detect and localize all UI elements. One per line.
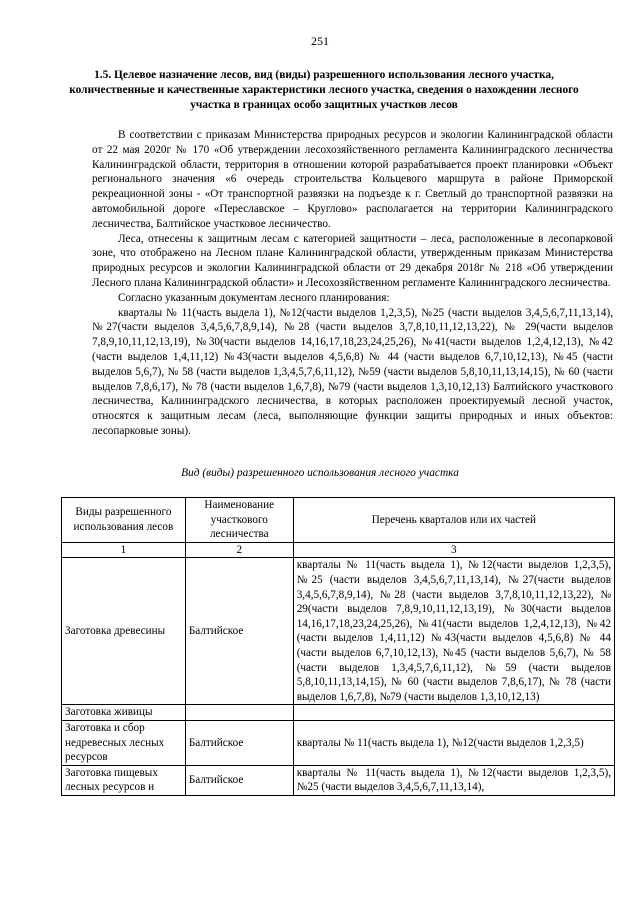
cell-quarters: кварталы № 11(часть выдела 1), №12(части выделов 1,2,3,5) xyxy=(293,720,614,765)
cell-quarters xyxy=(293,705,614,721)
permitted-use-table xyxy=(61,497,615,796)
section-heading: 1.5. Целевое назначение лесов, вид (виды) разрешенного использования лесного участка, количественные и качественные характеристики лесного участка, сведения о нахождении лесного участка в границах особо защитных участков лесов xyxy=(69,69,579,111)
cell-forestry xyxy=(185,705,293,721)
column-number: 1 xyxy=(62,542,186,558)
table-header-row xyxy=(62,498,615,543)
cell-quarters: кварталы № 11(часть выдела 1), №12(части выделов 1,2,3,5), №25 (части выделов 3,4,5,6,7,11,13,14), №27(части выделов 3,4,5,6,7,8,9,14), №28 (части выделов 3,7,8,10,11,12,13,22), № 29(части выделов 7,8,9,10,11,12,13,19), №30(части выделов 14,16,17,18,23,24,25,26), №41(части выделов 1,2,4,12,13), №42 (части выделов 1,4,11,12) №43(части выделов 4,5,6,8) № 44 (части выделов 6,7,10,12,13), №45 (части выделов 5,6,7), № 58 (части выделов 1,3,4,5,7,6,11,12), №59 (части выделов 5,8,10,11,13,14,15), № 60 (части выделов 7,8,6,17), № 78 (части выделов 1,6,7,8), №79 (части выделов 1,3,10,12,13) xyxy=(293,558,614,705)
table-row xyxy=(62,720,615,765)
column-number: 2 xyxy=(185,542,293,558)
cell-use: Заготовка и сбор недревесных лесных ресурсов xyxy=(62,720,186,765)
table-caption: Вид (виды) разрешенного использования лесного участка xyxy=(181,467,459,479)
paragraph: В соответствии с приказам Министерства природных ресурсов и экологии Калининградской области от 22 мая 2020г № 170 «Об утверждении лесохозяйственного регламента Калининградского лесничества Калининградской области, территория в отношении которой разрабатывается проект планировки «Объект регионального значения «6 очередь строительства Кольцевого маршрута в районе Приморской рекреационной зоны - «От транспортной развязки на подъезде к г. Светлый до транспортной развязки на автомобильной дороге «Переславское – Круглово» располагается на территории Калининградского лесничества, Балтийское участковое лесничество. xyxy=(92,129,613,230)
header-quarters: Перечень кварталов или их частей xyxy=(293,498,614,543)
body-text xyxy=(92,128,613,439)
column-number: 3 xyxy=(293,542,614,558)
cell-quarters: кварталы № 11(часть выдела 1), №12(части выделов 1,2,3,5), №25 (части выделов 3,4,5,6,7,11,13,14), xyxy=(293,765,614,795)
header-use-type: Виды разрешенного использования лесов xyxy=(62,498,186,543)
paragraph: кварталы № 11(часть выдела 1), №12(части выделов 1,2,3,5), №25 (части выделов 3,4,5,6,7,11,13,14), №27(части выделов 3,4,5,6,7,8,9,14), №28 (части выделов 3,7,8,10,11,12,13,22), № 29(части выделов 7,8,9,10,11,12,13,19), №30(части выделов 14,16,17,18,23,24,25,26), №41(части выделов 1,2,4,12,13), №42 (части выделов 1,4,11,12) №43(части выделов 4,5,6,8) № 44 (части выделов 6,7,10,12,13), №45 (части выделов 5,6,7), № 58 (части выделов 1,3,4,5,7,6,11,12), №59 (части выделов 5,8,10,11,13,14,15), № 60 (части выделов 7,8,6,17), № 78 (части выделов 1,6,7,8), №79 (части выделов 1,3,10,12,13) Балтийского участкового лесничества, Калининградского лесничества, в которых расположен проектируемый лесной участок, относятся к защитным лесам (леса, выполняющие функции защиты природных и иных объектов: лесопарковые зоны). xyxy=(92,306,613,437)
cell-use: Заготовка живицы xyxy=(62,705,186,721)
table-row xyxy=(62,558,615,705)
paragraph: Согласно указанным документам лесного планирования: xyxy=(118,291,390,304)
paragraph: Леса, отнесены к защитным лесам с категорией защитности – леса, расположенные в лесопарковой зоне, что отображено на Лесном плане Калининградской области, утвержденным приказам Министерства природных ресурсов и экологии Калининградской области от 29 декабря 2018г № 218 «Об утверждении Лесного плана Калининградской области» и Лесохозяйственном регламенте Калининградского лесничества. xyxy=(92,232,613,289)
column-number-row xyxy=(62,542,615,558)
page-number: 251 xyxy=(311,34,329,48)
table-row xyxy=(62,765,615,795)
cell-forestry: Балтийское xyxy=(185,558,293,705)
cell-use: Заготовка древесины xyxy=(62,558,186,705)
cell-use: Заготовка пищевых лесных ресурсов и xyxy=(62,765,186,795)
cell-forestry: Балтийское xyxy=(185,720,293,765)
header-forestry: Наименование участкового лесничества xyxy=(185,498,293,543)
cell-forestry: Балтийское xyxy=(185,765,293,795)
table-row xyxy=(62,705,615,721)
